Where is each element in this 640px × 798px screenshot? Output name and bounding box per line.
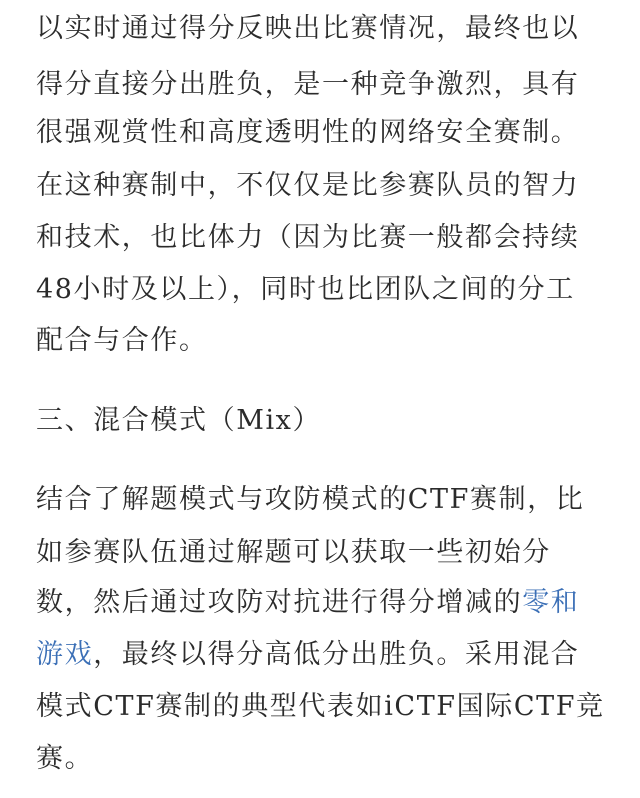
paragraph-2-line-1: 结合了解题模式与攻防模式的CTF赛制，比 (36, 484, 585, 515)
paragraph-2-line-5: 模式CTF赛制的典型代表如iCTF国际CTF竞 (36, 691, 605, 722)
paragraph-2-line-4 (36, 636, 579, 674)
paragraph-1-line-4: 在这种赛制中，不仅仅是比参赛队员的智力 (36, 170, 580, 201)
paragraph-2-line-2: 如参赛队伍通过解题可以获取一些初始分 (36, 537, 551, 568)
paragraph-1-line-3: 很强观赏性和高度透明性的网络安全赛制。 (36, 117, 580, 148)
paragraph-1-line-5: 和技术，也比体力（因为比赛一般都会持续 (36, 222, 580, 253)
paragraph-2-line-6: 赛。 (36, 743, 94, 774)
zero-sum-link-part-2[interactable]: 游戏 (36, 639, 94, 670)
paragraph-2-line-4-text: ，最终以得分高低分出胜负。采用混合 (93, 639, 580, 670)
zero-sum-link-part-1[interactable]: 零和 (522, 587, 580, 618)
paragraph-2-line-3-text: 数，然后通过攻防对抗进行得分增减的 (36, 587, 523, 618)
paragraph-2-line-3 (36, 584, 579, 622)
paragraph-1-line-6: 48小时及以上），同时也比团队之间的分工 (36, 274, 575, 305)
section-heading: 三、混合模式（Mix） (36, 405, 322, 436)
paragraph-1-line-2: 得分直接分出胜负，是一种竞争激烈，具有 (36, 69, 580, 100)
paragraph-1-line-7: 配合与合作。 (36, 325, 208, 356)
paragraph-1-line-1: 以实时通过得分反映出比赛情况，最终也以 (36, 13, 580, 44)
